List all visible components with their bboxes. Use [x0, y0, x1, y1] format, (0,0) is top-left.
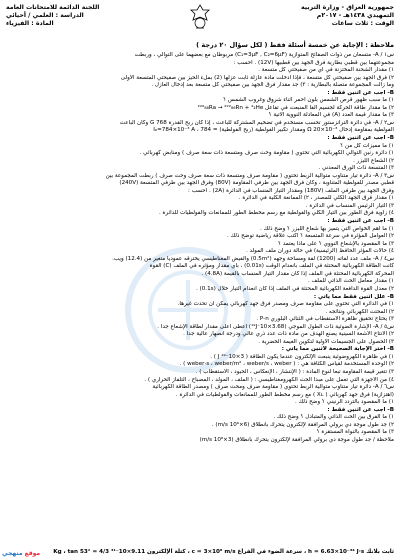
question-line: ١) مقدار الشحنة المختزنة في أي من صفيحتي كل متسعة .: [258, 67, 394, 74]
iraq-seal-icon: [188, 4, 212, 30]
site-logo: [2, 550, 40, 557]
header-branch: الدراسة : العلمي / أحيائي: [6, 12, 84, 19]
question-line: ١) مقدار معامل الحث الذاتي للملف .: [307, 278, 394, 285]
header-right-block: [244, 4, 394, 28]
question-line: س٢ / A- في دائرة الترانزستور تحسب مستخدم في تضخيم المشتركة للباعث ، إذا كان ربح القدرة 768 G وكان الباعث: [119, 119, 394, 126]
question-line: (اهتزازية) فرق جهد كهربائي ( Xʟ ) مع رسم مخطط الطور للممانعات والفولطيات في الدائرة .: [175, 391, 394, 398]
question-line: ٣) التيار الرئيس المنساب في الدائرة .: [305, 202, 394, 209]
question-line: ٢) معدل القوة الدافعة الكهربائية المحتثة في الملف إذا كان انعدام التيار خلال (0.1s) .: [196, 285, 394, 292]
header-left-block: [6, 4, 156, 28]
question-line: ٣) ما المقصود بالنواة المستقرة ؟: [316, 429, 394, 436]
logo-text-b: منهجي: [2, 550, 23, 557]
header-year: التمهيدي ١٤٣٨هـ - ٢٠١٧م: [316, 12, 394, 19]
question-line: مجموعتهما بين قطبي بطارية فرق الجهد بين قطبيها (12V) . احسب :: [233, 59, 394, 66]
header-time: الوقت : ثلاث ساعات: [331, 20, 394, 27]
question-line: ملاحظة / جد طول موجة دي برولي المرافقة لإلكترون يتحرك بانطلاق (3×10⁸ m/s): [199, 436, 394, 443]
question-line: ٣) الحصول على الجسيمات الأولية لتكوين الغيمة الخضرية .: [258, 338, 394, 345]
question-line: ١) مقدار فرق الجهد الكلي للمصدر ، ٢) الممانعة الكلية في الدائرة .: [238, 195, 394, 202]
question-line: B- أجب عن اثنين فقط :: [327, 218, 394, 225]
question-line: ١) ما سبب ظهور قرص الشمس بلون أحمر أثناء شروق وغروب الشمس ؟: [223, 97, 394, 104]
question-line: كانت الطاقة الكهربائية المحتثة في الملف بانعدام الوقت (0.01s) ، بأي مقدار ومؤثره في الملف (C) القوة: [149, 263, 394, 270]
question-line: ١) في الدائرة التي تحتوي على مقاومة صرف ومصدر فرق جهد كهربائي يمكن أن تحدث غيرها.: [177, 301, 394, 308]
question-line: ٤) زاوية فرق الطور بين التيار الكلي والفولطية مع رسم مخطط الطور للممانعات والفولطيات للدائرة .: [159, 210, 394, 217]
question-line: ٢) الانتاج الاشعة السينية يصنع الهدف من مادة ذات عدد ذري عالي ودرجة انصهار عالية جداً .: [183, 331, 394, 338]
question-line: ٤) حالات المؤثر الحافظ (الرئيسية) في حالة دوران ملف المولد .: [245, 248, 394, 255]
question-line: ١) دائرة رنين التوالي الكهربائية التي تحتوي ( مقاومة وحث صرف ومتسعة ذات سعة صرف ) ومنابض كهربائي .: [139, 150, 394, 157]
question-line: س٦ / A- دائرة تيار متناوب متوالية الربط تحتوي ( مقاومة صرف ومحث صرف ) ومصدر الطاقة الكهربائية: [152, 384, 394, 391]
question-line: B- أجب عن اثنين فقط :: [327, 89, 394, 96]
question-line: ٣) ما المقصود بالإشعاع النووي ؟ على ماذا يعتمد ؟: [278, 240, 394, 247]
header-committee: اللجنة الدائمة للامتحانات العامة: [6, 4, 100, 11]
question-line: المحركة الكهربائية المحتثة في الملف إذا كان مقدار التيار المنساب بالقيمة (4.8A) .: [201, 270, 394, 277]
question-line: س١ / A- متسعان من ذوات الصفائح المتوازية (C₁=3μF , C₂=6μF) مربوطان مع بعضهما على التوالي ، وربطت: [134, 52, 394, 58]
question-line: وفرق الجهد بين طرفي الملف (180V) ومقدار التيار المنساب في الدائرة (2A) . احسب :: [188, 187, 394, 194]
question-line: س٣ / A- دائرة تيار متناوب متوالية الربط تحتوي ( مقاومة صرف ومتسعة ذات سعة صرف وحث صرف ) ربطت المجموعة بين: [105, 172, 394, 179]
question-line: ٢) جد طول موجة دي برولي المرافقة لإلكترون يتحرك بانطلاق (6×10⁶ m/s) .: [211, 421, 394, 428]
constants-footer: ثابت بلانك h = 6.63×10⁻³⁴ J·s ، سرعة الضوء في الفراغ c = 3×10⁸ m/s ، كتلة الإلكترون 9.11×10⁻³¹ Kg ، tan 53° = 4/3: [53, 549, 394, 555]
question-line: ٢) المحتث الكهربائي ونتائجه .: [325, 308, 394, 315]
exam-instruction: ملاحظة : الإجابة عن خمسة أسئلة فقط ( لكل سؤال ٢٠ درجة ): [196, 41, 394, 49]
question-line: ٢) ما مقدار طاقة الحركة لجسيم ألفا المنبعث في تفاعل ²²⁶₈₈Ra → ²²²₈₆Rn + ⁴₂He: [197, 104, 394, 111]
question-line: ٤) من الأجهزة التي تعمل على مبدأ الحث الكهرومغناطيسي : ( الملف ، المولد ، المصباح ، التلفاز الحراري ) .: [144, 376, 394, 383]
header-subject: المادة : الفيزياء: [6, 20, 54, 27]
question-line: ٣) يحتاج تحقيق ظاهرة الاستقطاب في الثنائي البلوري P-n .: [256, 316, 394, 323]
question-line: ٣) المتسعة ذات الورق المعدني .: [318, 165, 394, 172]
exam-questions: [6, 52, 394, 444]
header-ministry: جمهورية العراق - وزارة التربية: [301, 4, 394, 11]
question-line: ٢) العوامل المؤثرة في سرعة المتسعة ؟ اكتب علاقة رياضية توضح ذلك .: [226, 233, 394, 240]
logo-text-a: موقع: [22, 550, 41, 557]
exam-header: [0, 0, 400, 48]
question-line: ١) ما المقصود بالتردد الرنيني ؟ وضح ذلك .: [294, 399, 394, 406]
question-line: ٢) الوحدة المستخدمة لقياس الكثافة هي : ( weber·s ، weber/m² ، weber/s ، weber ) .: [179, 361, 394, 368]
question-line: الفولطية بمقاومة إدخال Ω 20×10⁻³ ومقدار تكبير الفولطية (ربح الفولطية) = 784 ، Iₐ=784×10⁻³ A: [153, 127, 394, 134]
question-line: ١) ما أهم الخواص التي يتميز بها شعاع الليزر ؟ وضح ذلك .: [260, 225, 394, 232]
question-line: B- أجب عن اثنين فقط :: [327, 135, 394, 142]
question-line: B- اختر الإجابة الصحيحة لاثنين مما يأتي :: [281, 346, 394, 353]
question-line: ٣) ما مقدار قيمة العدد (A) في المعادلة النووية الآتية ؟: [268, 112, 394, 119]
question-line: وما زالت المجموعة متصلة بالبطارية : ٣) جد مقدار فرق الجهد بين صفيحتي كل متسعة بعد إدخال العازل .: [151, 82, 394, 89]
question-line: قطبي مصدر للفولطية المتناوبة ، وكان فرق الجهد بين طرفي المقاومة (80V) وفرق الجهد بين طرفي المتسعة (240V): [119, 180, 394, 187]
question-line: ٢) الشعاع الليزر .: [353, 157, 394, 164]
question-line: B- علل اثنين فقط مما يأتي :: [313, 293, 394, 300]
question-line: ١) ما الفرق بين الحث الذاتي والمتبادل ؟ وضح ذلك .: [273, 414, 394, 421]
question-line: ١) في ظاهرة الكهروضوئية ينبعث الإلكترون عندما يكون الطاقة ( 3×10⁻¹⁹ J ) .: [210, 353, 394, 360]
question-line: ١) ما مميزات كل من ؟: [340, 142, 394, 149]
question-line: B- أجب عن اثنين فقط :: [327, 406, 394, 413]
question-line: ٢) فرق الجهد بين صفيحتي كل متسعة ، فإذا أدخلت مادة عازلة ثابت عزلها (2) بملء الحيز بين صفيحتي المتسعة الأولى: [120, 74, 394, 81]
question-line: ٣) تتغير قيمة المقاومة تبعاً لنوع المادة : ( الإنتشار ، الإنعكاس ، الحيود ، الاستقطاب ) .: [195, 368, 394, 375]
question-line: س٥ / A- الإشارة الضوئية ذات الطول الموجي (3.68×10⁻¹⁹J) أعطى أعلى مقدار لطاقة الإشعاع جداً .: [157, 323, 394, 330]
question-line: س٤ / A- ملف عدد لفاته (1200) لفة ومساحة وجهه (0.5m²) والفيض المغناطيسي يخترقه عمودياً متغير من (12.4) ويب.: [112, 255, 394, 262]
